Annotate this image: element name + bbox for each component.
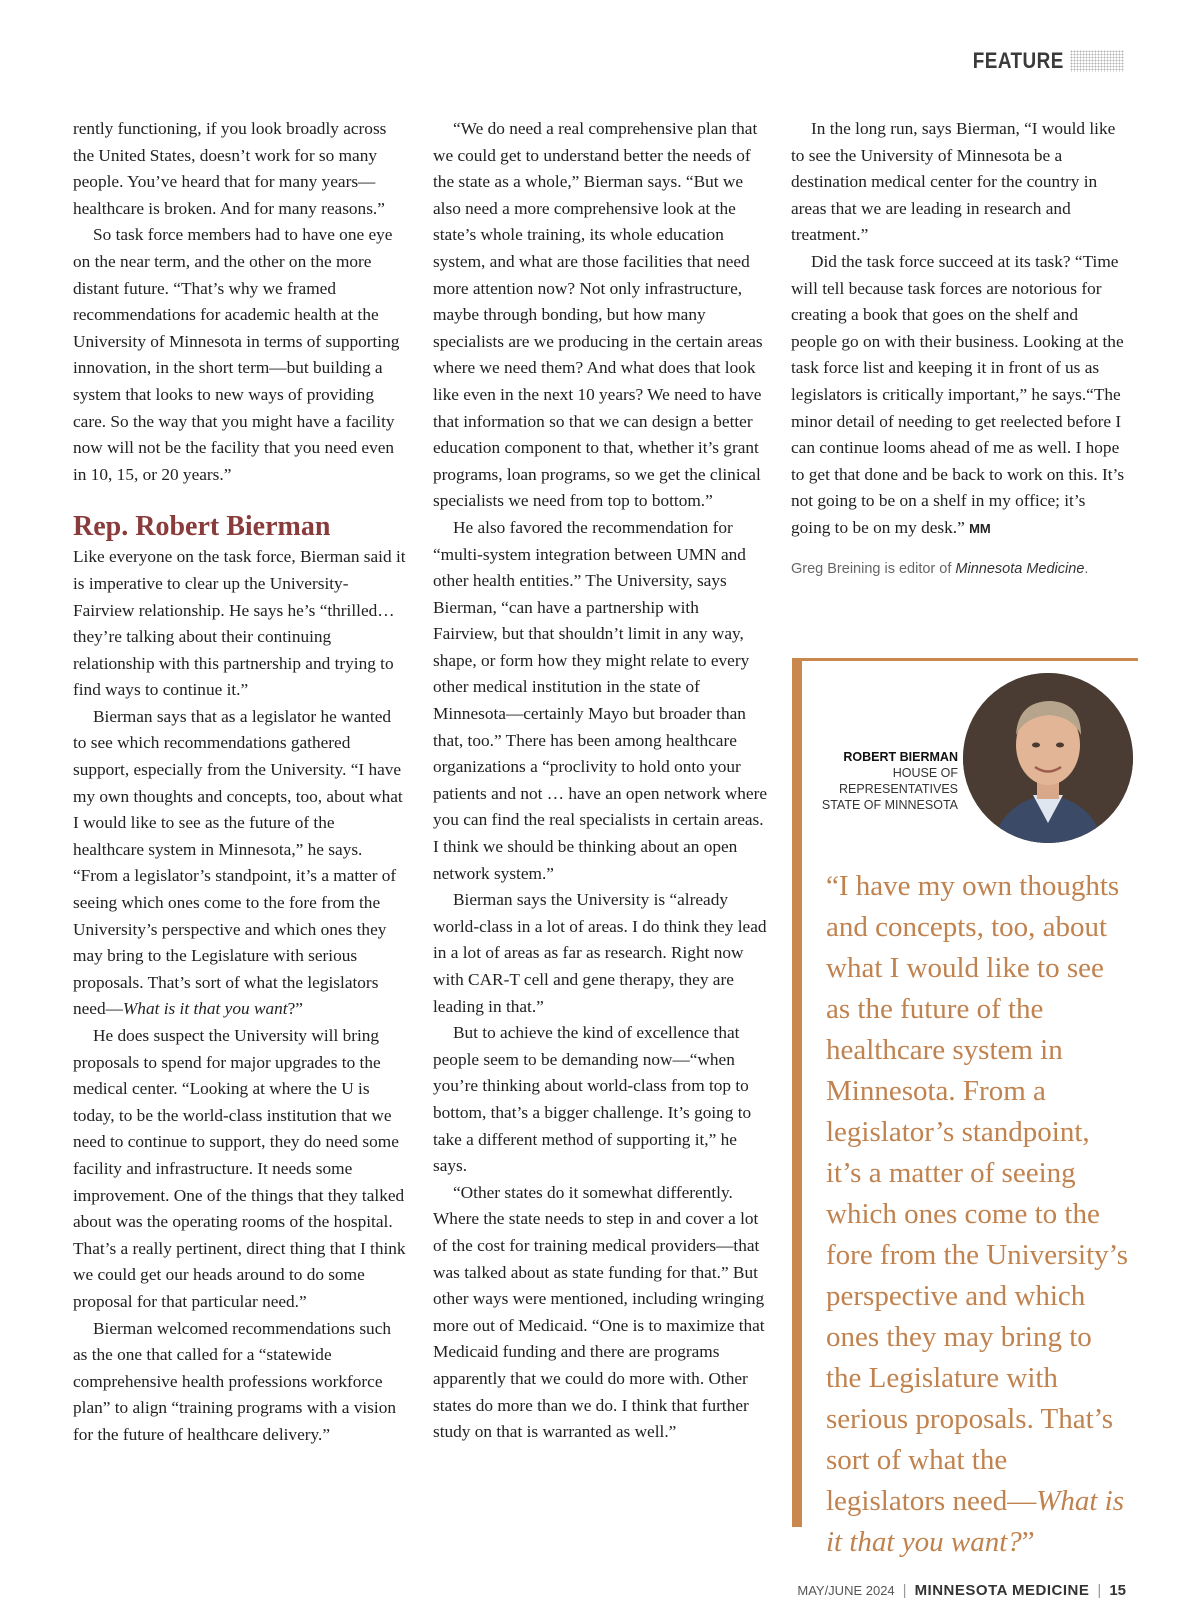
article-column-3 bbox=[791, 116, 1127, 579]
paragraph: “Other states do it somewhat differently. Where the state needs to step in and cover a lot of the cost for training medical providers—that was talked about as state funding for that.” But other ways were mentioned, including wringing more out of Medicaid. “One is to maximize that Medicaid funding and there are programs apparently that we could do more with. Other states do more than we do. I think that further study on that is warranted as well.” bbox=[433, 1182, 765, 1442]
section-subhead: Rep. Robert Bierman bbox=[73, 511, 331, 543]
paragraph: Like everyone on the task force, Bierman said it is imperative to clear up the University-Fairview relationship. He says he’s “thrilled… they’re talking about their continuing relationship with this partnership and trying to find ways to continue it.” bbox=[73, 547, 406, 700]
paragraph: So task force members had to have one eye on the near term, and the other on the more distant future. “That’s why we framed recommendations for academic health at the University of Minnesota in terms of supporting innovation, in the short term—but building a system that looks to new ways of providing care. So the way that you might have a facility now will not be the facility that you need even in 10, 15, or 20 years.” bbox=[73, 225, 400, 484]
page-number: 15 bbox=[1109, 1582, 1126, 1599]
paragraph-text: ?” bbox=[287, 999, 303, 1019]
end-mark: MM bbox=[969, 520, 991, 536]
pull-quote bbox=[826, 866, 1131, 1563]
quote-text: ” bbox=[1021, 1526, 1035, 1558]
article-column-1 bbox=[73, 116, 407, 1449]
paragraph: Bierman welcomed recommendations such as the one that called for a “statewide comprehensive health professions workforce plan” to align “training programs with a vision for the future of healthcare delivery.” bbox=[73, 1318, 396, 1444]
paragraph: He also favored the recommendation for “multi-system integration between UMN and other health entities.” The University, says Bierman, “can have a partnership with Fairview, but that shouldn’t limit in any way, shape, or form how they might relate to every other medical institution in the state of Minnesota—certainly Mayo but broader than that, too.” There has been among healthcare organizations a “proclivity to hold onto your patients and not … have an open network where you can find the real specialists in certain areas. I think we should be thinking about an open network system.” bbox=[433, 517, 767, 883]
caption-title: REPRESENTATIVES bbox=[838, 782, 958, 796]
footer-divider: | bbox=[902, 1582, 907, 1599]
author-byline bbox=[791, 559, 1127, 579]
caption-name: ROBERT BIERMAN bbox=[843, 750, 958, 764]
paragraph: In the long run, says Bierman, “I would like to see the University of Minnesota be a destination medical center for the country in areas that we are leading in research and treatment.” bbox=[791, 119, 1116, 245]
dot-pattern-decoration bbox=[1070, 50, 1124, 72]
portrait-photo bbox=[963, 673, 1133, 843]
article-column-2 bbox=[433, 116, 767, 1446]
section-label: FEATURE bbox=[973, 48, 1064, 73]
byline-text: . bbox=[1084, 560, 1089, 577]
footer-divider: | bbox=[1097, 1582, 1102, 1599]
page-footer bbox=[797, 1582, 1126, 1599]
byline-publication: Minnesota Medicine bbox=[955, 560, 1085, 577]
portrait-illustration bbox=[963, 673, 1133, 843]
paragraph: “We do need a real comprehensive plan that we could get to understand better the needs of the state as a whole,” Bierman says. “But we also need a more comprehensive look at the state’s whole training, its whole education system, and what are those facilities that need more attention now? Not only infrastructure, maybe through bonding, but how many specialists are we producing in the certain areas where we need them? And what does that look like even in the next 10 years? We need to have that information so that we can design a better education component to that, whether it’s grant programs, loan programs, so we get the clinical specialists we need from top to bottom.” bbox=[433, 119, 763, 511]
issue-date: MAY/JUNE 2024 bbox=[797, 1583, 895, 1598]
paragraph: He does suspect the University will bring proposals to spend for major upgrades to the medical center. “Looking at where the U is today, to be the world-class institution that we need to continue to support, they do need some facility and infrastructure. It needs some improvement. One of the things that they talked about was the operating rooms of the hospital. That’s a really pertinent, direct thing that I think we could get our heads around to do some proposal for that particular need.” bbox=[73, 1026, 406, 1311]
paragraph-text: Bierman says that as a legislator he wanted to see which recommendations gathered support, especially from the University. “I have my own thoughts and concepts, too, about what I would like to see as the future of the healthcare system in Minnesota,” he says. “From a legislator’s standpoint, it’s a matter of seeing which ones come to the fore from the University’s perspective and which ones they may bring to the Legislature with serious proposals. That’s sort of what the legislators need— bbox=[73, 706, 403, 1019]
quote-text: “I have my own thoughts and concepts, too, about what I would like to see as the future of the healthcare system in Minnesota. From a legislator’s standpoint, it’s a matter of seeing which ones come to the fore from the University’s perspective and which ones they may bring to the Legislature with serious proposals. That’s sort of what the legislators need— bbox=[826, 870, 1129, 1517]
paragraph: rently functioning, if you look broadly across the United States, doesn’t work for so many people. You’ve heard that for many years—healthcare is broken. And for many reasons.” bbox=[73, 119, 387, 218]
italic-phrase: What is it that you want bbox=[122, 999, 288, 1019]
paragraph-text: Did the task force succeed at its task? “Time will tell because task forces are notorious for creating a book that goes on the shelf and people go on with their business. Looking at the task force list and keeping it in front of us as legislators is critically important,” he says.“The minor detail of needing to get reelected before I can continue looms ahead of me as well. I hope to get that done and be back to work on this. It’s not going to be on a shelf in my office; it’s going to be on my desk.” bbox=[791, 251, 1125, 537]
photo-caption bbox=[822, 749, 958, 813]
publication-name: MINNESOTA MEDICINE bbox=[914, 1582, 1090, 1599]
pull-quote-sidebar bbox=[792, 658, 1138, 1558]
paragraph bbox=[791, 249, 1127, 543]
paragraph: But to achieve the kind of excellence that people seem to be demanding now—“when you’re thinking about world-class from top to bottom, that’s a bigger challenge. It’s going to take a different method of supporting it,” he says. bbox=[433, 1023, 752, 1176]
byline-text: Greg Breining is editor of bbox=[791, 560, 956, 577]
section-header bbox=[958, 48, 1124, 74]
caption-title: STATE OF MINNESOTA bbox=[821, 798, 958, 812]
paragraph: Bierman says the University is “already world-class in a lot of areas. I do think they lead in a lot of areas as far as research. Right now with CAR-T cell and gene therapy, they are leading in that.” bbox=[433, 890, 767, 1016]
paragraph bbox=[73, 704, 407, 1023]
caption-title: HOUSE OF bbox=[892, 766, 958, 780]
quote-italic: What is it that you want? bbox=[826, 1485, 1125, 1558]
